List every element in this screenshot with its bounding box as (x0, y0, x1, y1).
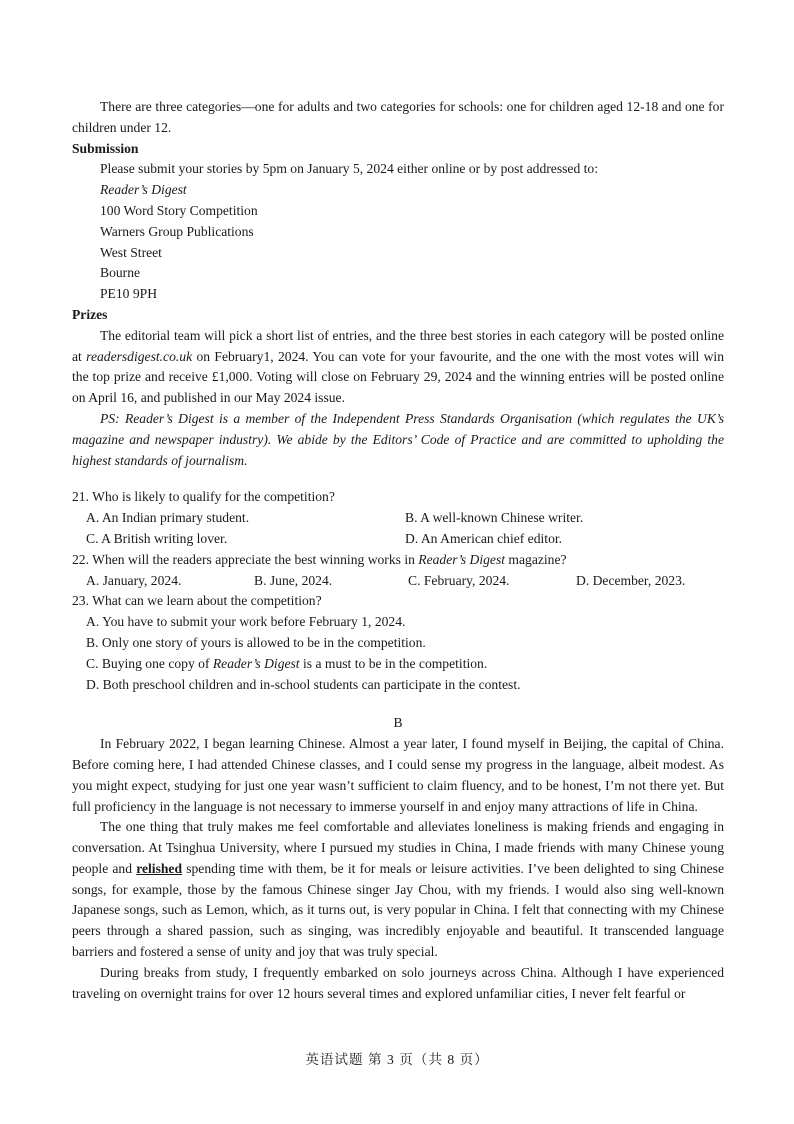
section-b-paragraph-3: During breaks from study, I frequently embarked on solo journeys across China. Although I have experienced traveling on overnight trains for over 12 hours several times and explored unfamiliar cities, I never felt fearful or (72, 964, 724, 1001)
question-23-option-c-end: is a must to be in the competition. (299, 655, 488, 671)
address-line-magazine: Reader’s Digest (100, 182, 187, 198)
question-21-option-c: C. A British writing lover. (86, 530, 228, 546)
question-22-options (72, 571, 724, 592)
question-23-magazine-name: Reader’s Digest (212, 655, 300, 671)
address-line-postcode: PE10 9PH (100, 286, 158, 302)
submission-paragraph: Please submit your stories by 5pm on January 5, 2024 either online or by post addressed to: (100, 161, 598, 177)
website-link[interactable]: readersdigest.co.uk (86, 348, 193, 364)
question-23-option-a: A. You have to submit your work before February 1, 2024. (86, 614, 406, 630)
prizes-heading: Prizes (72, 306, 108, 322)
section-b-paragraph-1: In February 2022, I began learning Chinese. Almost a year later, I found myself in Beijing, the capital of China. Before coming here, I had attended Chinese classes, and I could sense my progress in the language, albeit modest. As you might expect, studying for just one year wasn’t sufficient to claim fluency, and to be honest, I’m not there yet. But full proficiency in the language is not necessary to immerse yourself in and enjoy many attractions of life in China. (72, 736, 724, 814)
prizes-text-start: The editorial team will pick a short list of entries, and the three best stories in each category will be posted online at (72, 327, 724, 364)
exam-page (72, 97, 724, 1004)
address-line-publisher: Warners Group Publications (100, 223, 254, 239)
question-21-option-a: A. An Indian primary student. (86, 510, 250, 526)
page-footer: 英语试题 第 3 页（共 8 页） (305, 1052, 489, 1067)
paragraph-2-end: spending time with them, be it for meals or leisure activities. I’ve been delighted to sing Chinese songs, for example, those by the famous Chinese singer Jay Chou, with my friends. I would also sing well-known Japanese songs, such as Lemon, which, as it turns out, is very popular in China. I felt that connecting with my Chinese peers through a shared passion, such as singing, was incredibly enjoyable and beautiful. It transcended language barriers and fostered a sense of unity and joy that was truly special. (72, 860, 724, 960)
question-22-option-d: D. December, 2023. (576, 572, 686, 588)
question-21-option-b: B. A well-known Chinese writer. (405, 510, 584, 526)
address-line-competition: 100 Word Story Competition (100, 202, 258, 218)
submission-heading: Submission (72, 140, 139, 156)
question-22-stem-start: 22. When will the readers appreciate the best winning works in (72, 551, 419, 567)
section-b-label: B (393, 715, 403, 731)
question-22-option-c: C. February, 2024. (408, 572, 510, 588)
address-line-street: West Street (100, 244, 162, 260)
question-23-option-d: D. Both preschool children and in-school students can participate in the contest. (86, 676, 521, 692)
question-22-magazine-name: Reader’s Digest (418, 551, 506, 567)
question-22-option-a: A. January, 2024. (86, 572, 182, 588)
question-23-option-c-start: C. Buying one copy of (86, 655, 213, 671)
prizes-text-end: on February1, 2024. You can vote for your favourite, and the one with the most votes will win the top prize and receive £1,000. Voting will close on February 29, 2024 and the winning entries will be posted online on April 16, and published in our May 2024 issue. (72, 348, 724, 406)
categories-paragraph: There are three categories—one for adults and two categories for schools: one for children aged 12-18 and one for children under 12. (72, 99, 724, 135)
question-23-stem: 23. What can we learn about the competition? (72, 593, 322, 609)
paragraph-2-start: The one thing that truly makes me feel comfortable and alleviates loneliness is making friends and engaging in conversation. At Tsinghua University, where I pursued my studies in China, I made friends with many Chinese young people and (72, 819, 724, 876)
question-23-option-c (72, 654, 724, 675)
section-b-paragraph-2 (72, 817, 724, 963)
underlined-word-relished: relished (136, 860, 183, 876)
prizes-paragraph (72, 326, 724, 409)
question-21-options-row-1 (72, 508, 724, 529)
question-23-option-b: B. Only one story of yours is allowed to be in the competition. (86, 634, 426, 650)
question-22-stem (72, 550, 724, 571)
question-21-stem: 21. Who is likely to qualify for the competition? (72, 489, 335, 505)
question-21-option-d: D. An American chief editor. (405, 530, 563, 546)
ps-paragraph: PS: Reader’s Digest is a member of the Independent Press Standards Organisation (which regulates the UK’s magazine and newspaper industry). We abide by the Editors’ Code of Practice and are committed to upholding the highest standards of journalism. (72, 410, 724, 468)
address-line-town: Bourne (100, 265, 141, 281)
question-22-stem-end: magazine? (505, 551, 567, 567)
question-21-options-row-2 (72, 529, 724, 550)
question-22-option-b: B. June, 2024. (254, 572, 333, 588)
